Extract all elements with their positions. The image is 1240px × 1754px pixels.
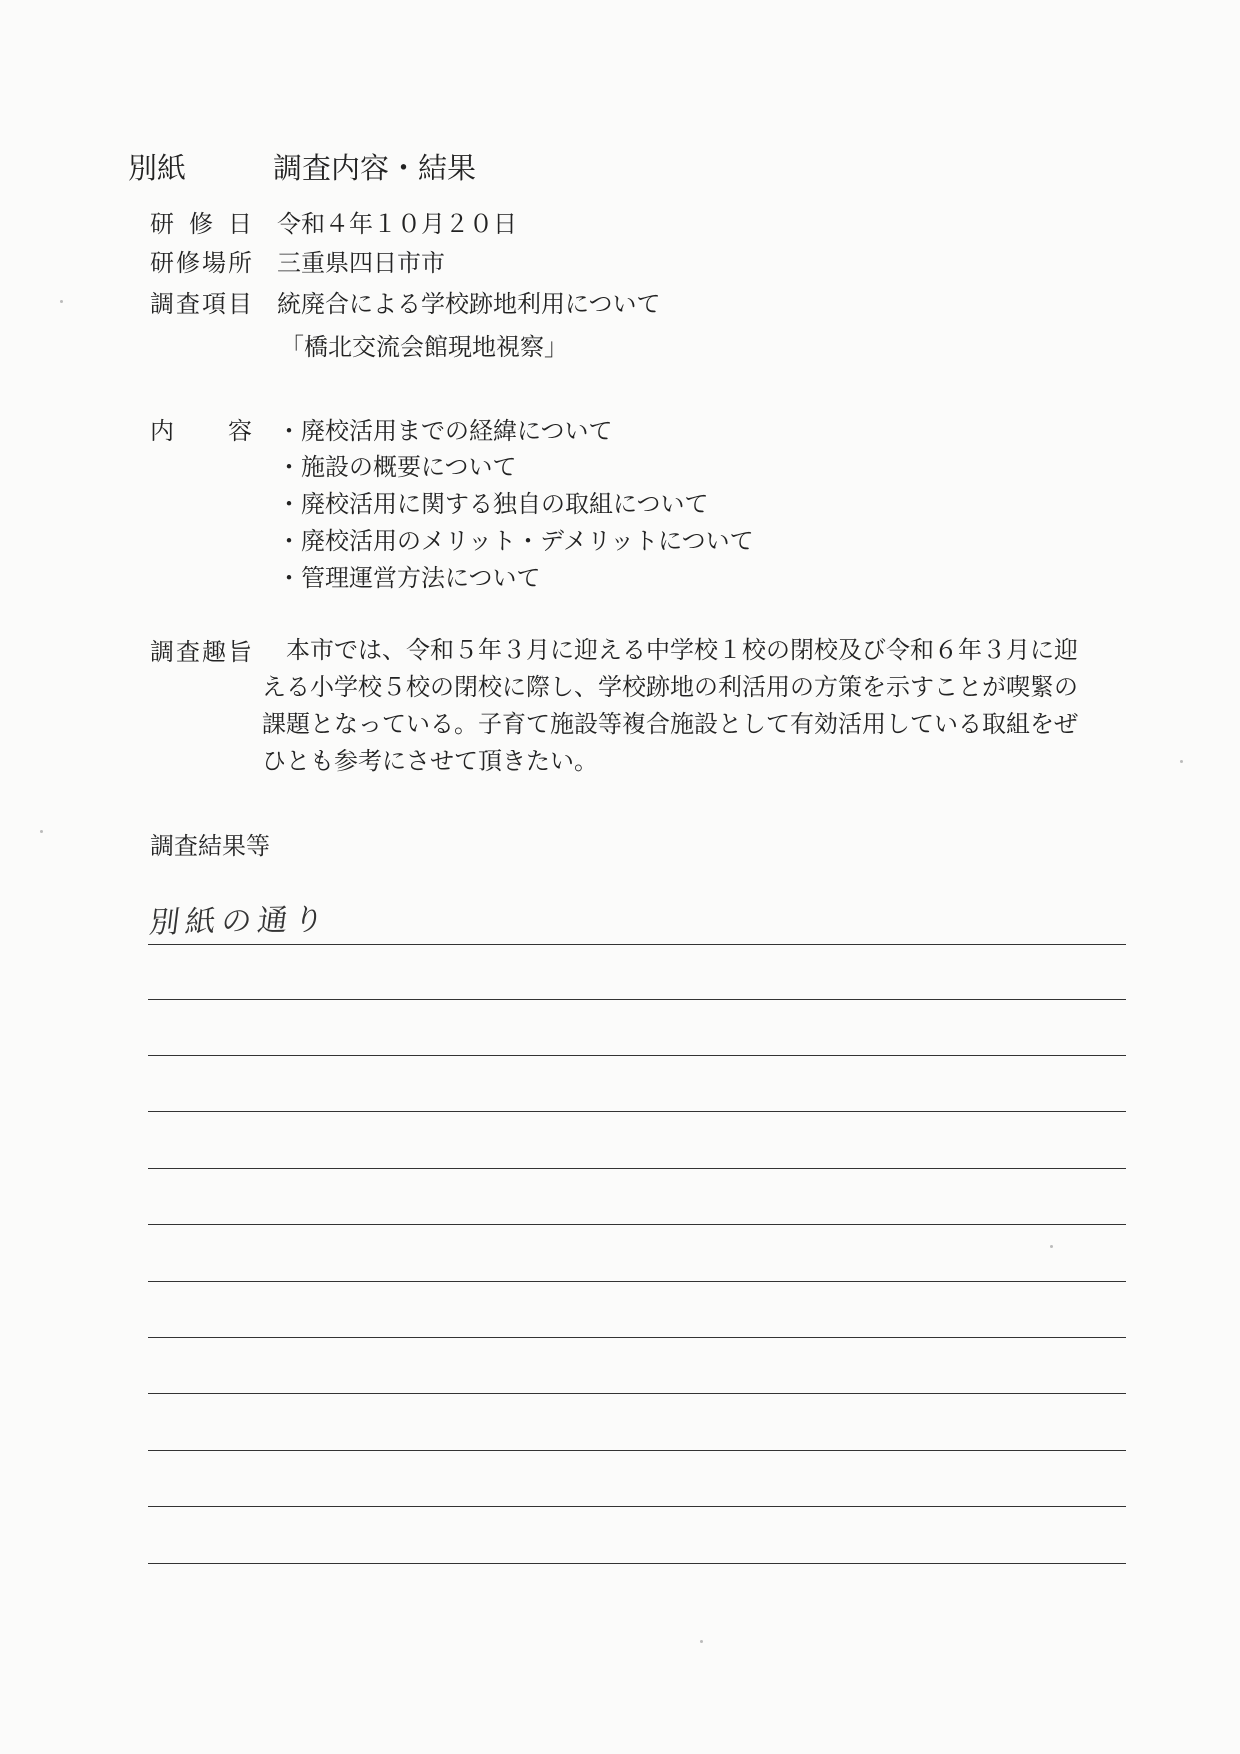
content-item: ・廃校活用のメリット・デメリットについて bbox=[277, 527, 754, 555]
page-title: 調査内容・結果 bbox=[273, 151, 477, 185]
training-place-value: 三重県四日市市 bbox=[277, 249, 445, 277]
content-item: ・廃校活用に関する独自の取組について bbox=[277, 490, 709, 518]
scan-speck bbox=[40, 830, 43, 833]
purpose-line: 本市では、令和５年３月に迎える中学校１校の閉校及び令和６年３月に迎 bbox=[262, 636, 1078, 664]
content-item: ・廃校活用までの経緯について bbox=[277, 417, 613, 445]
purpose-line: える小学校５校の閉校に際し、学校跡地の利活用の方策を示すことが喫緊の bbox=[262, 673, 1078, 701]
purpose-line: 課題となっている。子育て施設等複合施設として有効活用している取組をぜ bbox=[262, 710, 1078, 738]
handwritten-note: 別紙の通り bbox=[147, 902, 332, 941]
purpose-text bbox=[262, 632, 1142, 780]
purpose-line: ひとも参考にさせて頂きたい。 bbox=[262, 747, 598, 775]
writing-line bbox=[148, 999, 1126, 1000]
writing-line bbox=[148, 1450, 1126, 1451]
writing-line bbox=[148, 1506, 1126, 1507]
results-label: 調査結果等 bbox=[150, 832, 270, 860]
writing-line bbox=[148, 1224, 1126, 1225]
scan-speck bbox=[700, 1640, 703, 1643]
survey-item-subtitle: 「橋北交流会館現地視察」 bbox=[280, 333, 568, 361]
writing-line bbox=[148, 1563, 1126, 1564]
scan-speck bbox=[1180, 760, 1183, 763]
writing-line bbox=[148, 1393, 1126, 1394]
writing-line bbox=[148, 1337, 1126, 1338]
content-item: ・施設の概要について bbox=[277, 453, 517, 481]
training-date-label: 研修日 bbox=[150, 210, 254, 238]
annex-label: 別紙 bbox=[128, 151, 187, 185]
content-item: ・管理運営方法について bbox=[277, 564, 541, 592]
training-place-label: 研修場所 bbox=[150, 249, 254, 277]
training-date-value: 令和４年１０月２０日 bbox=[277, 210, 517, 238]
writing-line bbox=[148, 1111, 1126, 1112]
writing-line bbox=[148, 1055, 1126, 1056]
content-label: 内容 bbox=[150, 417, 254, 445]
writing-line bbox=[148, 1168, 1126, 1169]
writing-line bbox=[148, 1281, 1126, 1282]
scan-speck bbox=[60, 300, 63, 303]
survey-item-label: 調査項目 bbox=[150, 290, 254, 318]
scan-speck bbox=[1050, 1245, 1053, 1248]
survey-item-value: 統廃合による学校跡地利用について bbox=[277, 290, 661, 318]
writing-line bbox=[148, 944, 1126, 945]
purpose-label: 調査趣旨 bbox=[150, 638, 254, 666]
